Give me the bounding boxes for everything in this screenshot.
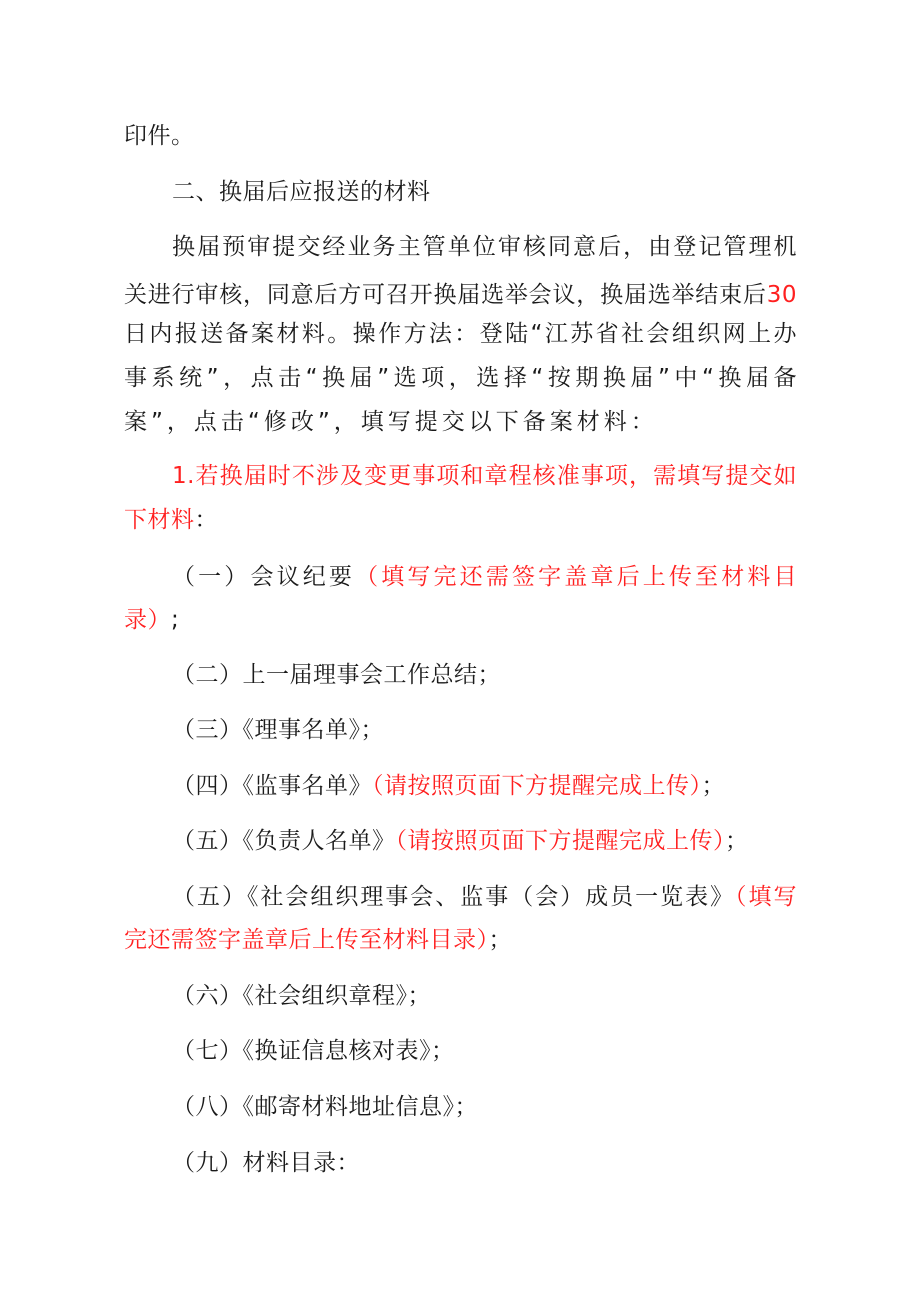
- item-note: （填写完还需签字盖章后上传至材料目: [355, 564, 798, 590]
- list-item: [172, 883, 797, 911]
- text-segment: 案”，点击“修改”，填写提交以下备案材料：: [124, 409, 658, 435]
- text-segment: 关进行审核，同意后方可召开换届选举会议，换届选举结束后: [124, 282, 767, 308]
- section-2-heading: 二、换届后应报送的材料: [172, 179, 431, 205]
- colon: ：: [194, 507, 218, 533]
- item-suffix: ;: [171, 607, 180, 633]
- item-note: （请按照页面下方提醒完成上传）: [372, 773, 702, 799]
- item-note: （填写: [735, 884, 798, 910]
- paragraph-continuation: [124, 122, 195, 150]
- list-item: [172, 827, 749, 855]
- section-heading: [172, 178, 431, 206]
- item-1-line: [124, 506, 218, 534]
- item-text: （七）《换证信息核对表》；: [172, 1038, 455, 1064]
- item-label: （一）会议纪要: [172, 564, 356, 590]
- item-note: 录）: [124, 607, 171, 633]
- list-item: [172, 716, 384, 744]
- days-number: 30: [766, 282, 797, 308]
- item-text: （六）《社会组织章程》；: [172, 983, 431, 1009]
- item-suffix: ；: [701, 773, 725, 799]
- item-1-text: 1.若换届时不涉及变更事项和章程核准事项，需填写提交如: [172, 463, 797, 489]
- item-text: （三）《理事名单》；: [172, 717, 384, 743]
- list-item: [124, 926, 512, 954]
- paragraph-line: [124, 320, 797, 348]
- paragraph-line: [124, 364, 797, 392]
- list-item: [172, 1093, 478, 1121]
- list-item: [172, 772, 725, 800]
- text-segment: 印件。: [124, 123, 195, 149]
- paragraph-line: [124, 408, 658, 436]
- item-suffix: ；: [725, 828, 749, 854]
- list-item: [172, 1149, 360, 1177]
- item-1-text: 下材料: [124, 507, 195, 533]
- list-item: [172, 982, 431, 1010]
- paragraph-line: [124, 281, 797, 309]
- item-note: （请按照页面下方提醒完成上传）: [395, 828, 725, 854]
- item-label: （四）《监事名单》: [172, 773, 372, 799]
- list-item: [172, 563, 797, 591]
- text-segment: 事系统”，点击“换届”选项，选择“按期换届”中“换届备: [124, 365, 797, 391]
- item-1-line: [172, 462, 797, 490]
- item-label: （五）《社会组织理事会、监事（会）成员一览表》: [172, 884, 736, 910]
- text-segment: 换届预审提交经业务主管单位审核同意后，由登记管理机: [172, 234, 797, 260]
- list-item: [124, 606, 179, 634]
- item-suffix: ；: [488, 927, 512, 953]
- text-segment: 日内报送备案材料。操作方法：登陆“江苏省社会组织网上办: [124, 321, 797, 347]
- paragraph-line: [172, 233, 797, 261]
- item-text: （九）材料目录：: [172, 1150, 360, 1176]
- item-text: （八）《邮寄材料地址信息》；: [172, 1094, 478, 1120]
- item-label: （五）《负责人名单》: [172, 828, 396, 854]
- list-item: [172, 1037, 455, 1065]
- item-text: （二）上一届理事会工作总结；: [172, 662, 501, 688]
- item-note: 完还需签字盖章后上传至材料目录）: [124, 927, 489, 953]
- list-item: [172, 661, 501, 689]
